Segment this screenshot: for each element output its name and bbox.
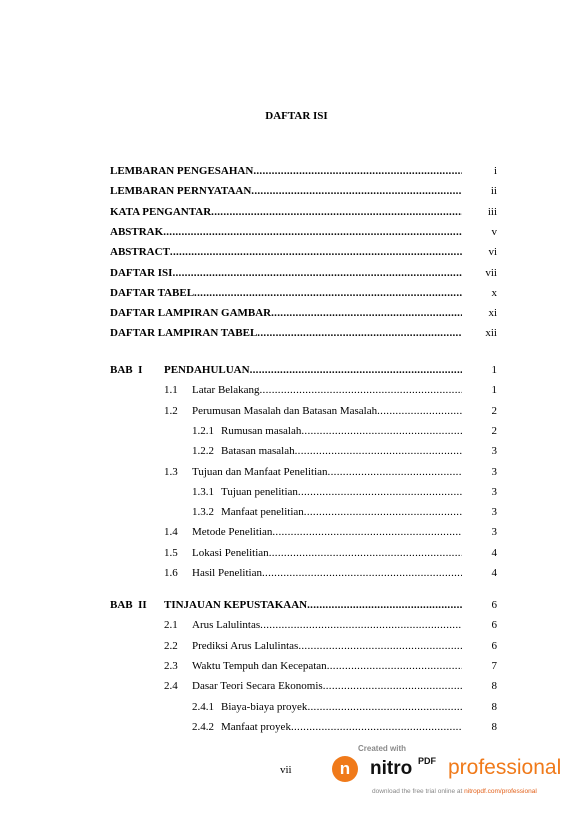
- toc-entry-section[interactable]: [192, 618, 462, 632]
- toc-entry-front-matter[interactable]: [110, 266, 462, 280]
- toc-entry-section[interactable]: [192, 546, 462, 560]
- toc-page-number: 6: [491, 639, 497, 652]
- toc-page-number: x: [491, 286, 497, 299]
- dot-leader: [323, 679, 462, 693]
- subsection-number: 1.2.1: [192, 424, 214, 437]
- toc-page-number: vii: [485, 266, 497, 279]
- subsection-number: 1.2.2: [192, 445, 214, 458]
- toc-page-number: 2: [491, 424, 497, 437]
- chapter-number: BAB II: [110, 599, 147, 611]
- toc-entry-label: Arus Lalulintas: [192, 619, 261, 632]
- dot-leader: [260, 383, 463, 397]
- toc-page-number: 8: [491, 720, 497, 733]
- toc-entry-front-matter[interactable]: [110, 225, 462, 239]
- toc-entry-front-matter[interactable]: [110, 306, 462, 320]
- toc-entry-label: Perumusan Masalah dan Batasan Masalah: [192, 404, 378, 417]
- toc-page-number: vi: [488, 246, 497, 259]
- page-number: vii: [280, 764, 292, 776]
- dot-leader: [298, 639, 462, 653]
- toc-page-number: 7: [491, 659, 497, 672]
- toc-entry-subsection[interactable]: [221, 444, 462, 458]
- dot-leader: [328, 465, 462, 479]
- toc-entry-label: ABSTRAK: [110, 225, 164, 238]
- toc-entry-label: LEMBARAN PERNYATAAN: [110, 185, 252, 198]
- toc-entry-label: Tujuan dan Manfaat Penelitian: [192, 465, 328, 478]
- toc-page-number: xi: [488, 307, 497, 320]
- toc-entry-label: KATA PENGANTAR: [110, 205, 212, 218]
- toc-entry-subsection[interactable]: [221, 720, 462, 734]
- toc-entry-label: ABSTRACT: [110, 246, 170, 259]
- toc-entry-section[interactable]: [192, 404, 462, 418]
- toc-entry-label: Latar Belakang: [192, 384, 260, 397]
- toc-entry-subsection[interactable]: [221, 505, 462, 519]
- toc-page-number: 8: [491, 700, 497, 713]
- dot-leader: [298, 485, 462, 499]
- section-number: 1.1: [164, 384, 178, 397]
- dot-leader: [269, 546, 462, 560]
- toc-entry-section[interactable]: [192, 383, 462, 397]
- toc-page-number: ii: [490, 185, 497, 198]
- section-number: 1.3: [164, 465, 178, 478]
- toc-entry-label: Manfaat proyek: [221, 720, 291, 733]
- toc-page-number: iii: [487, 205, 497, 218]
- dot-leader: [163, 225, 462, 239]
- subsection-number: 2.4.1: [192, 700, 214, 713]
- toc-page-number: 1: [491, 364, 497, 376]
- toc-entry-front-matter[interactable]: [110, 245, 462, 259]
- dot-leader: [172, 266, 462, 280]
- dot-leader: [211, 205, 462, 219]
- subsection-number: 2.4.2: [192, 720, 214, 733]
- dot-leader: [170, 245, 462, 259]
- chapter-number: BAB I: [110, 364, 143, 376]
- dot-leader: [253, 164, 462, 178]
- section-number: 2.3: [164, 659, 178, 672]
- nitro-logo-icon: n: [332, 756, 358, 782]
- toc-entry-label: Dasar Teori Secara Ekonomis: [192, 680, 323, 693]
- toc-page-number: 3: [491, 526, 497, 539]
- toc-entry-front-matter[interactable]: [110, 286, 462, 300]
- toc-entry-front-matter[interactable]: [110, 164, 462, 178]
- dot-leader: [377, 404, 462, 418]
- toc-entry-label: Tujuan penelitian: [221, 485, 298, 498]
- toc-entry-label: Manfaat penelitian: [221, 506, 304, 519]
- toc-entry-section[interactable]: [192, 566, 462, 580]
- toc-entry-label: Batasan masalah: [221, 445, 295, 458]
- toc-page-number: 6: [491, 619, 497, 632]
- toc-entry-label: DAFTAR LAMPIRAN GAMBAR: [110, 307, 272, 320]
- toc-entry-subsection[interactable]: [221, 700, 462, 714]
- toc-page-number: 1: [491, 384, 497, 397]
- watermark-brand: nitro: [370, 758, 413, 779]
- watermark-download-text: download the free trial online at: [372, 788, 465, 795]
- toc-entry-section[interactable]: [192, 659, 462, 673]
- section-number: 1.4: [164, 526, 178, 539]
- dot-leader: [327, 659, 462, 673]
- subsection-number: 1.3.2: [192, 506, 214, 519]
- toc-entry-section[interactable]: [192, 639, 462, 653]
- toc-page-number: v: [491, 225, 497, 238]
- toc-entry-label: Prediksi Arus Lalulintas: [192, 639, 299, 652]
- toc-page-number: 3: [491, 445, 497, 458]
- dot-leader: [291, 720, 462, 734]
- toc-page-number: 2: [491, 404, 497, 417]
- dot-leader: [251, 184, 462, 198]
- dot-leader: [295, 444, 462, 458]
- toc-entry-chapter[interactable]: [164, 598, 462, 612]
- dot-leader: [307, 598, 462, 612]
- watermark-brand-sup: PDF: [418, 756, 436, 766]
- toc-entry-label: Metode Penelitian: [192, 526, 273, 539]
- section-number: 2.4: [164, 680, 178, 693]
- toc-page-number: i: [493, 165, 497, 177]
- section-number: 2.2: [164, 639, 178, 652]
- dot-leader: [262, 566, 462, 580]
- section-number: 1.6: [164, 567, 178, 579]
- section-number: 2.1: [164, 619, 178, 632]
- toc-entry-subsection[interactable]: [221, 485, 462, 499]
- toc-entry-label: Hasil Penelitian: [192, 567, 262, 579]
- section-number: 1.2: [164, 404, 178, 417]
- watermark-download-line: [372, 788, 537, 795]
- toc-page-number: 6: [491, 599, 497, 611]
- toc-page-number: xii: [485, 327, 497, 340]
- dot-leader: [250, 363, 462, 377]
- watermark-edition: professional: [448, 756, 562, 779]
- toc-entry-front-matter[interactable]: [110, 205, 462, 219]
- toc-entry-label: TINJAUAN KEPUSTAKAAN: [164, 599, 308, 611]
- dot-leader: [307, 700, 462, 714]
- toc-entry-front-matter[interactable]: [110, 184, 462, 198]
- dot-leader: [304, 505, 462, 519]
- dot-leader: [194, 286, 462, 300]
- toc-entry-subsection[interactable]: [221, 424, 462, 438]
- dot-leader: [260, 618, 462, 632]
- toc-entry-chapter[interactable]: [164, 363, 462, 377]
- toc-page-number: 3: [491, 465, 497, 478]
- toc-page-number: 3: [491, 506, 497, 519]
- page-title: DAFTAR ISI: [265, 110, 328, 122]
- dot-leader: [257, 326, 462, 340]
- toc-entry-section[interactable]: [192, 525, 462, 539]
- toc-entry-label: Waktu Tempuh dan Kecepatan: [192, 659, 327, 672]
- toc-entry-section[interactable]: [192, 679, 462, 693]
- toc-page-number: 4: [491, 546, 497, 559]
- nitro-watermark[interactable]: [332, 744, 572, 796]
- toc-page-number: 4: [491, 567, 497, 579]
- toc-page-number: 8: [491, 680, 497, 693]
- watermark-download-link[interactable]: nitropdf.com/professional: [464, 788, 537, 795]
- toc-entry-label: Lokasi Penelitian: [192, 546, 269, 559]
- toc-entry-label: PENDAHULUAN: [164, 364, 250, 376]
- toc-entry-section[interactable]: [192, 465, 462, 479]
- toc-entry-label: DAFTAR ISI: [110, 266, 173, 279]
- toc-entry-label: DAFTAR LAMPIRAN TABEL: [110, 327, 258, 340]
- dot-leader: [301, 424, 462, 438]
- toc-entry-label: Biaya-biaya proyek: [221, 700, 308, 713]
- section-number: 1.5: [164, 546, 178, 559]
- toc-page-number: 3: [491, 485, 497, 498]
- subsection-number: 1.3.1: [192, 485, 214, 498]
- toc-entry-label: DAFTAR TABEL: [110, 286, 195, 299]
- toc-entry-front-matter[interactable]: [110, 326, 462, 340]
- toc-entry-label: LEMBARAN PENGESAHAN: [110, 165, 254, 177]
- toc-entry-label: Rumusan masalah: [221, 424, 302, 437]
- watermark-created-text: Created with: [357, 744, 406, 753]
- dot-leader: [271, 306, 462, 320]
- dot-leader: [272, 525, 462, 539]
